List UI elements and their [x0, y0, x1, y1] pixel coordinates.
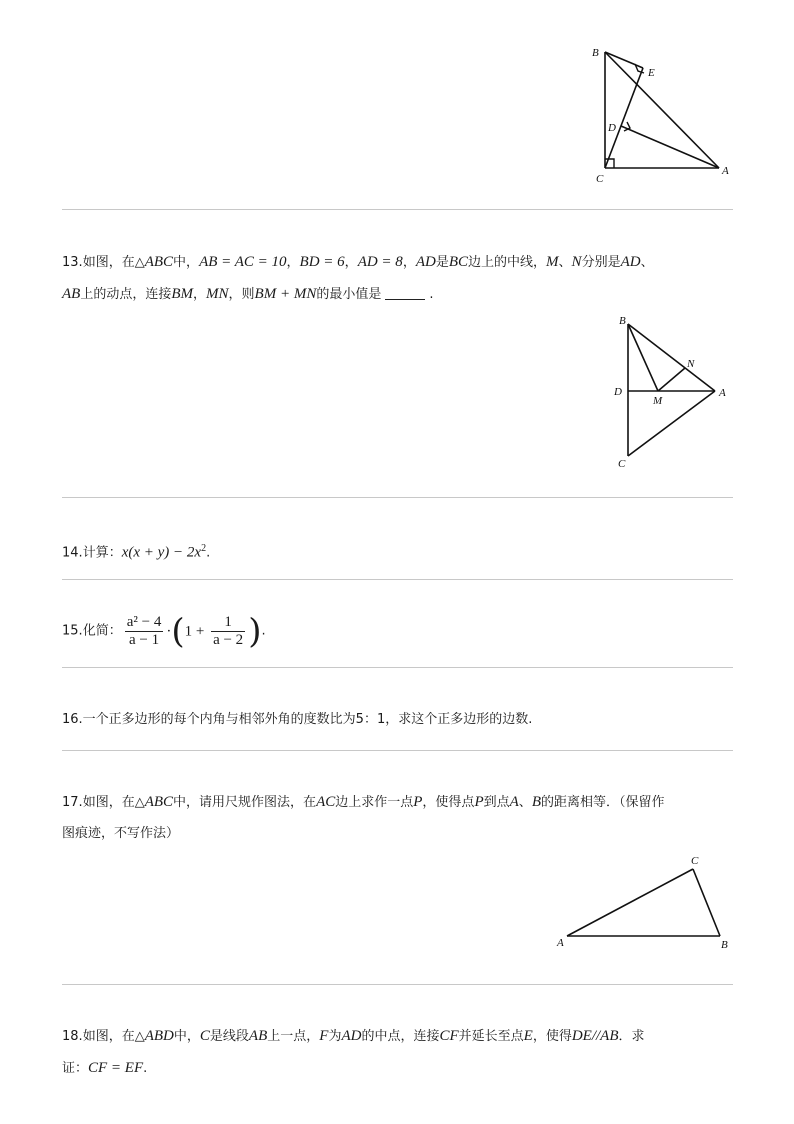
label-B: B	[721, 939, 728, 951]
label-D: D	[608, 122, 616, 134]
label-A: A	[719, 387, 726, 399]
question-13-line-2: AB上的动点，连接BM，MN，则BM + MN的最小值是 .	[62, 286, 434, 302]
divider	[62, 579, 733, 580]
question-18-line-2: 证：CF = EF.	[62, 1060, 148, 1076]
label-B: B	[592, 47, 599, 59]
fraction-1: $\frac{\text{a² − 4}}{a - 1}$	[126, 614, 162, 648]
question-16: 16.一个正多边形的每个内角与相邻外角的度数比为5：1，求这个正多边形的边数.	[62, 712, 533, 727]
divider	[62, 209, 733, 210]
question-14: 14.计算：$x(x + y) - 2x^2$.	[62, 543, 211, 561]
figure-q17	[552, 850, 742, 955]
answer-blank[interactable]	[385, 287, 425, 300]
divider	[62, 984, 733, 985]
label-D: D	[614, 386, 622, 398]
fraction-2: $\frac{1}{a - 2}$	[213, 614, 244, 648]
label-E: E	[648, 67, 655, 79]
question-13-line-1: 13.如图，在△ABC中，AB = AC = 10，BD = 6，AD = 8，AD是BC边上的中线，M、N分别是AD、	[62, 254, 654, 270]
label-C: C	[691, 855, 699, 867]
divider	[62, 667, 733, 668]
label-M: M	[653, 395, 663, 407]
figure-q12	[585, 40, 745, 190]
divider	[62, 497, 733, 498]
label-A: A	[557, 937, 564, 949]
label-C: C	[618, 458, 626, 470]
question-17-line-1: 17.如图，在△ABC中，请用尺规作图法，在AC边上求作一点P，使得点P到点A、B的距离相等．（保留作	[62, 794, 665, 810]
label-A: A	[722, 165, 729, 177]
divider	[62, 750, 733, 751]
label-C: C	[596, 173, 604, 185]
label-N: N	[687, 358, 695, 370]
question-18-line-1: 18.如图，在△ABD中，C是线段AB上一点，F为AD的中点，连接CF并延长至点E，使得DE//AB．求	[62, 1028, 645, 1044]
label-B: B	[619, 315, 626, 327]
figure-q13	[608, 310, 738, 475]
question-17-line-2: 图痕迹，不写作法）	[62, 826, 180, 841]
question-15: 15.化简： $\frac{\text{a² − 4}}{a - 1}$ ·(1 + $\frac{1}{a - 2}$ ).	[62, 611, 266, 652]
